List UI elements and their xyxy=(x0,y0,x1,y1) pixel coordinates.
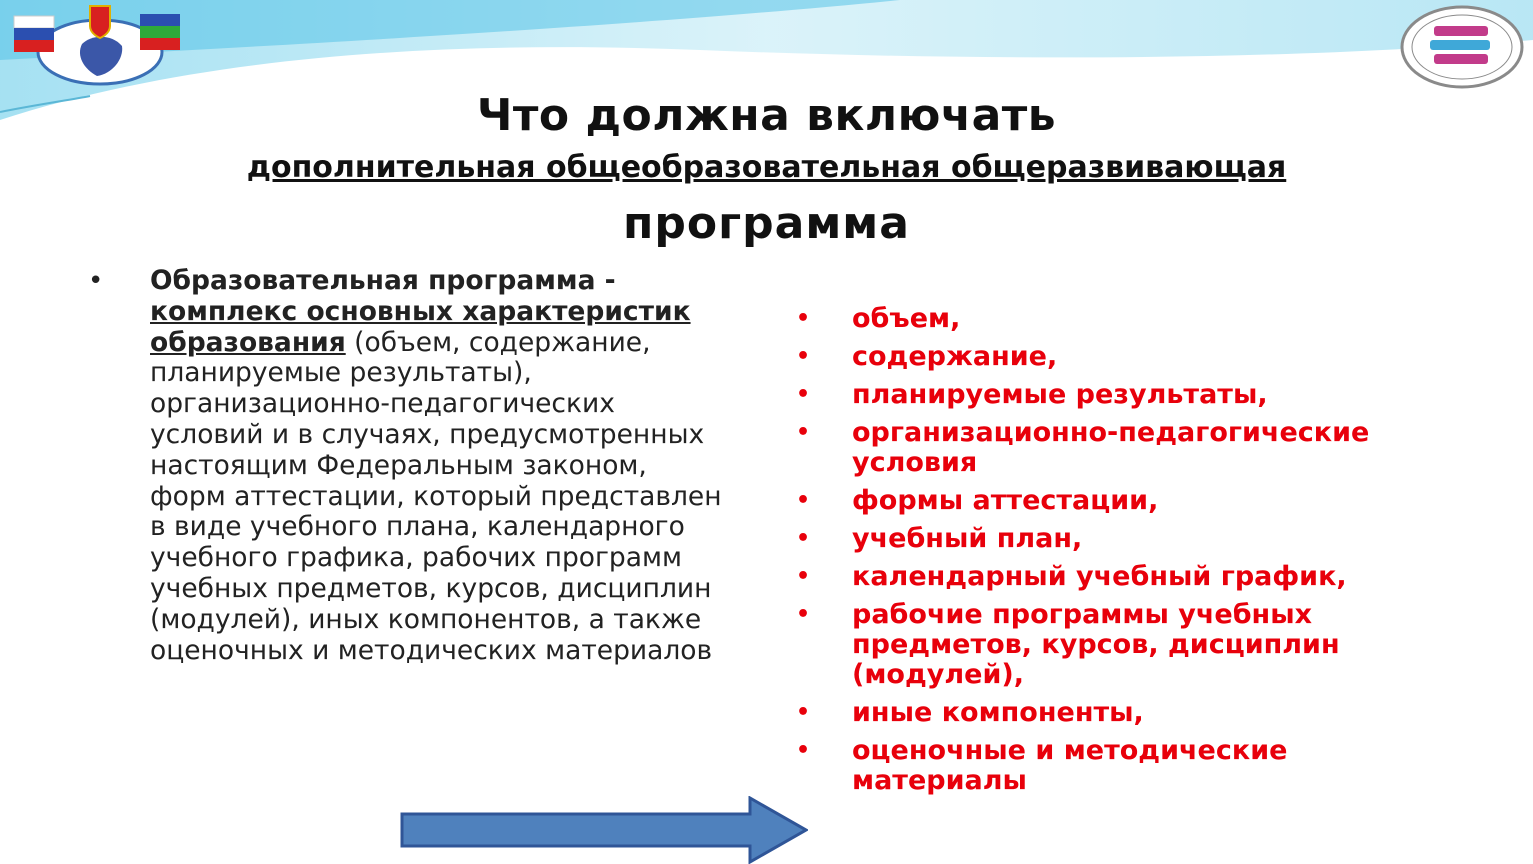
arrow-right-icon xyxy=(400,796,808,864)
bullet-icon: • xyxy=(796,738,811,763)
list-item: • учебный план, xyxy=(796,523,1083,554)
list-item: • планируемые результаты, xyxy=(796,379,1268,410)
definition-text xyxy=(150,266,730,666)
list-item: • календарный учебный график, xyxy=(796,561,1347,592)
components-list xyxy=(790,304,1470,804)
bullet-icon: • xyxy=(796,602,811,627)
bullet-icon: • xyxy=(796,306,811,331)
list-item: • оценочные и методические материалы xyxy=(796,735,1288,796)
bullet-icon: • xyxy=(88,266,104,296)
list-item: • рабочие программы учебных предметов, курсов, дисциплин (модулей), xyxy=(796,599,1340,690)
institution-seal-logo xyxy=(1398,4,1526,90)
definition-body: (объем, содержание, планируемые результаты), организационно-педагогических условий и в случаях, предусмотренных настоящим Федеральным законом, форм аттестации, который представлен в виде учебного плана, календарного учебного графика, рабочих программ учебных предметов, курсов, дисциплин (модулей), иных компонентов, а также оценочных и методических материалов xyxy=(150,326,722,666)
page-subtitle: дополнительная общеобразовательная общеразвивающая xyxy=(246,150,1287,185)
page-title-program: программа xyxy=(623,198,910,249)
bullet-icon: • xyxy=(796,344,811,369)
definition-key-phrase: комплекс основных характеристик образования xyxy=(150,295,691,358)
bullet-icon: • xyxy=(796,700,811,725)
regional-emblem-logo xyxy=(12,4,182,86)
bullet-icon: • xyxy=(796,420,811,445)
list-item: • содержание, xyxy=(796,341,1058,372)
bullet-icon: • xyxy=(796,488,811,513)
definition-lead: Образовательная программа - xyxy=(150,265,616,296)
list-item: • организационно-педагогические условия xyxy=(796,417,1370,478)
list-item: • иные компоненты, xyxy=(796,697,1144,728)
list-item: • формы аттестации, xyxy=(796,485,1159,516)
bullet-icon: • xyxy=(796,564,811,589)
list-item: • объем, xyxy=(796,303,961,334)
page-title: Что должна включать xyxy=(476,90,1057,141)
bullet-icon: • xyxy=(796,526,811,551)
bullet-icon: • xyxy=(796,382,811,407)
